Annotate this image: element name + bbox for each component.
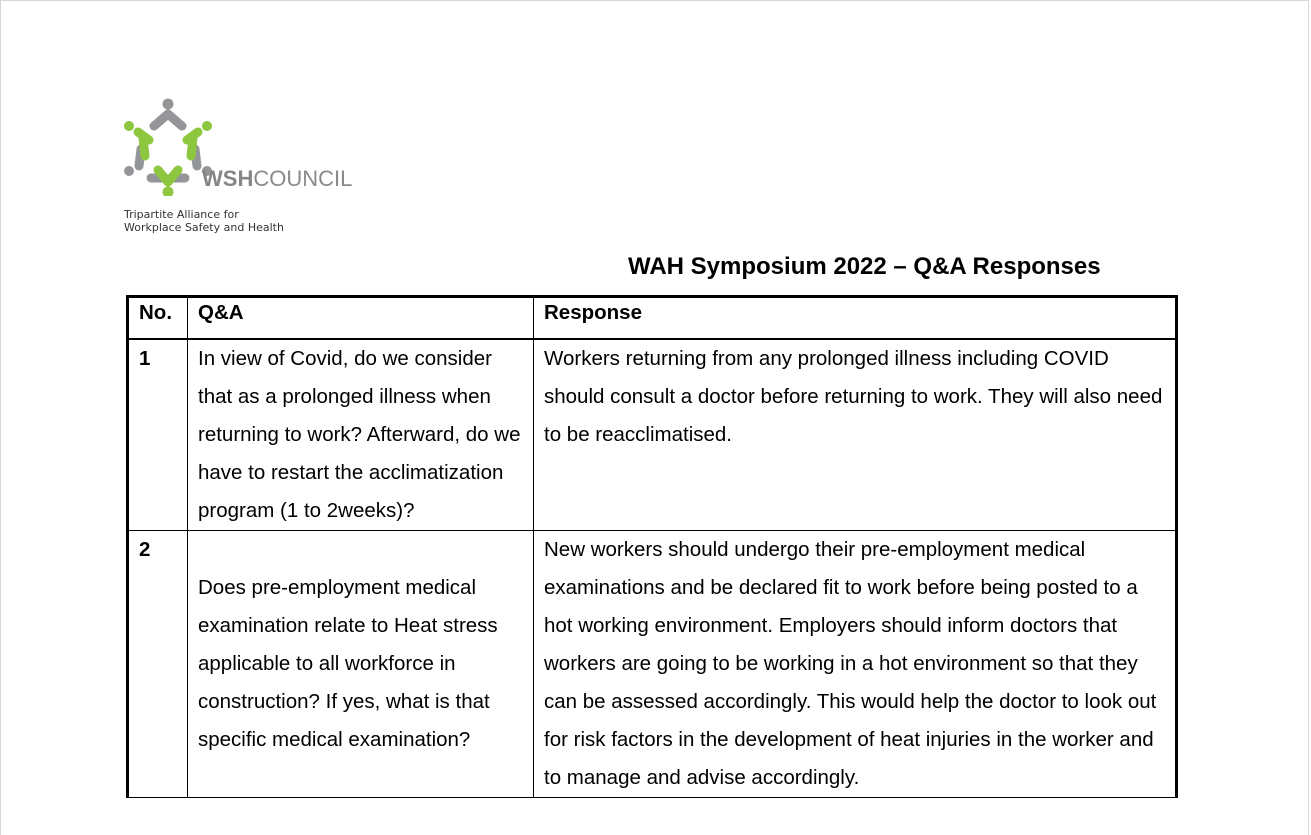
logo-tagline-line2: Workplace Safety and Health — [124, 221, 284, 234]
document-title: WAH Symposium 2022 – Q&A Responses — [628, 253, 1101, 280]
logo-tagline-line1: Tripartite Alliance for — [124, 208, 239, 221]
header-no: No. — [128, 297, 188, 340]
question-cell: Does pre-employment medical examination relate to Heat stress applicable to all workforce in construction? If yes, what is that specific medical examination? — [188, 531, 534, 798]
table-row — [128, 339, 1177, 531]
row-number: 2 — [128, 531, 188, 798]
table-header-row — [128, 297, 1177, 340]
question-cell: In view of Covid, do we consider that as a prolonged illness when returning to work? Afterward, do we have to restart the acclimatization program (1 to 2weeks)? — [188, 339, 534, 531]
header-qa: Q&A — [188, 297, 534, 340]
response-cell: Workers returning from any prolonged illness including COVID should consult a doctor before returning to work. They will also need to be reacclimatised. — [534, 339, 1177, 531]
logo-wordmark: WSHCOUNCIL — [202, 166, 353, 191]
response-cell: New workers should undergo their pre-employment medical examinations and be declared fit to work before being posted to a hot working environment. Employers should inform doctors that workers are going to be working in a hot environment so that they can be assessed accordingly. This would help the doctor to look out for risk factors in the development of heat injuries in the worker and to manage and advise accordingly. — [534, 531, 1177, 798]
logo-tagline — [124, 208, 284, 234]
table-row — [128, 531, 1177, 798]
header-response: Response — [534, 297, 1177, 340]
row-number: 1 — [128, 339, 188, 531]
qa-table — [126, 295, 1178, 798]
wsh-council-logo — [121, 96, 381, 236]
